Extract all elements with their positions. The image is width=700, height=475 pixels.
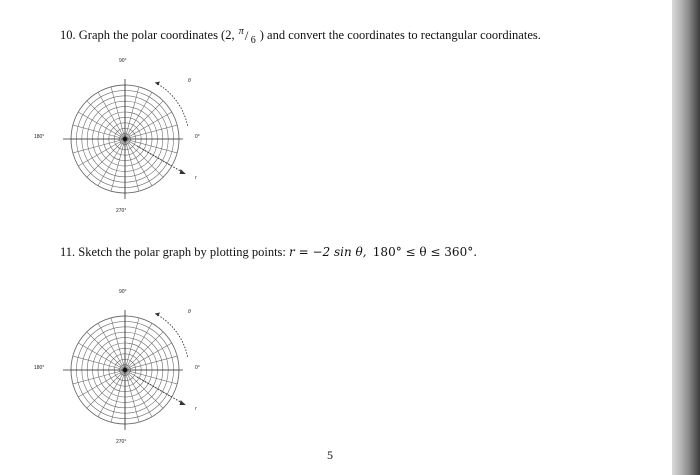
label-270: 270° [116,208,127,214]
label-r: r [195,175,197,181]
grid-spoke [98,92,125,139]
grid-spoke [125,370,152,417]
label-0: 0° [195,134,200,140]
page-number: 5 [327,448,333,462]
problem-10-text-after: ) and convert the coordinates to rectangular coordinates. [259,28,541,42]
grid-spoke [125,139,152,186]
grid-spoke [73,125,125,139]
grid-spoke [78,112,125,139]
theta-arrowhead [155,81,160,85]
problem-11-range: 180° ≤ θ ≤ 360°. [372,245,478,259]
grid-spoke [125,112,172,139]
grid-spoke [125,92,152,139]
theta-arrowhead [155,312,160,316]
polar-grid-graphic [22,286,222,456]
polar-grid-1 [22,55,222,230]
grid-spoke [73,139,125,153]
label-theta: θ [188,78,191,84]
grid-spoke [98,370,125,417]
grid-spoke [111,139,125,191]
problem-11 [60,244,477,260]
grid-spoke [73,370,125,384]
grid-spoke [111,87,125,139]
problem-10-text-before: 10. Graph the polar coordinates (2, [60,28,238,42]
grid-spoke [125,323,152,370]
grid-spoke [78,370,125,397]
grid-spoke [125,370,139,422]
grid-spoke [125,370,177,384]
grid-spoke [98,323,125,370]
grid-spoke [125,139,139,191]
grid-spoke [125,139,177,153]
problem-11-equation: r = −2 sin θ, [289,245,367,259]
label-0: 0° [195,365,200,371]
problem-11-text-before: 11. Sketch the polar graph by plotting points: [60,245,290,259]
grid-spoke [125,318,139,370]
grid-spoke [111,370,125,422]
r-arrowhead [180,169,186,174]
grid-spoke [111,318,125,370]
grid-spoke [98,139,125,186]
label-90: 90° [119,289,127,295]
grid-spoke [78,343,125,370]
label-theta: θ [188,309,191,315]
grid-spoke [125,356,177,370]
pole-point [123,368,127,372]
pole-point [123,137,127,141]
problem-10 [60,26,541,47]
grid-spoke [125,87,139,139]
label-r: r [195,406,197,412]
label-180: 180° [34,134,45,140]
page-edge-shadow [672,0,700,475]
polar-grid-graphic [22,55,222,225]
pi-over-6-fraction: π / 6 [238,26,256,47]
label-270: 270° [116,439,127,445]
r-arrowhead [180,400,186,405]
grid-spoke [73,356,125,370]
grid-spoke [125,343,172,370]
grid-spoke [125,125,177,139]
grid-spoke [78,139,125,166]
label-90: 90° [119,58,127,64]
polar-grid-2 [22,286,222,461]
label-180: 180° [34,365,45,371]
